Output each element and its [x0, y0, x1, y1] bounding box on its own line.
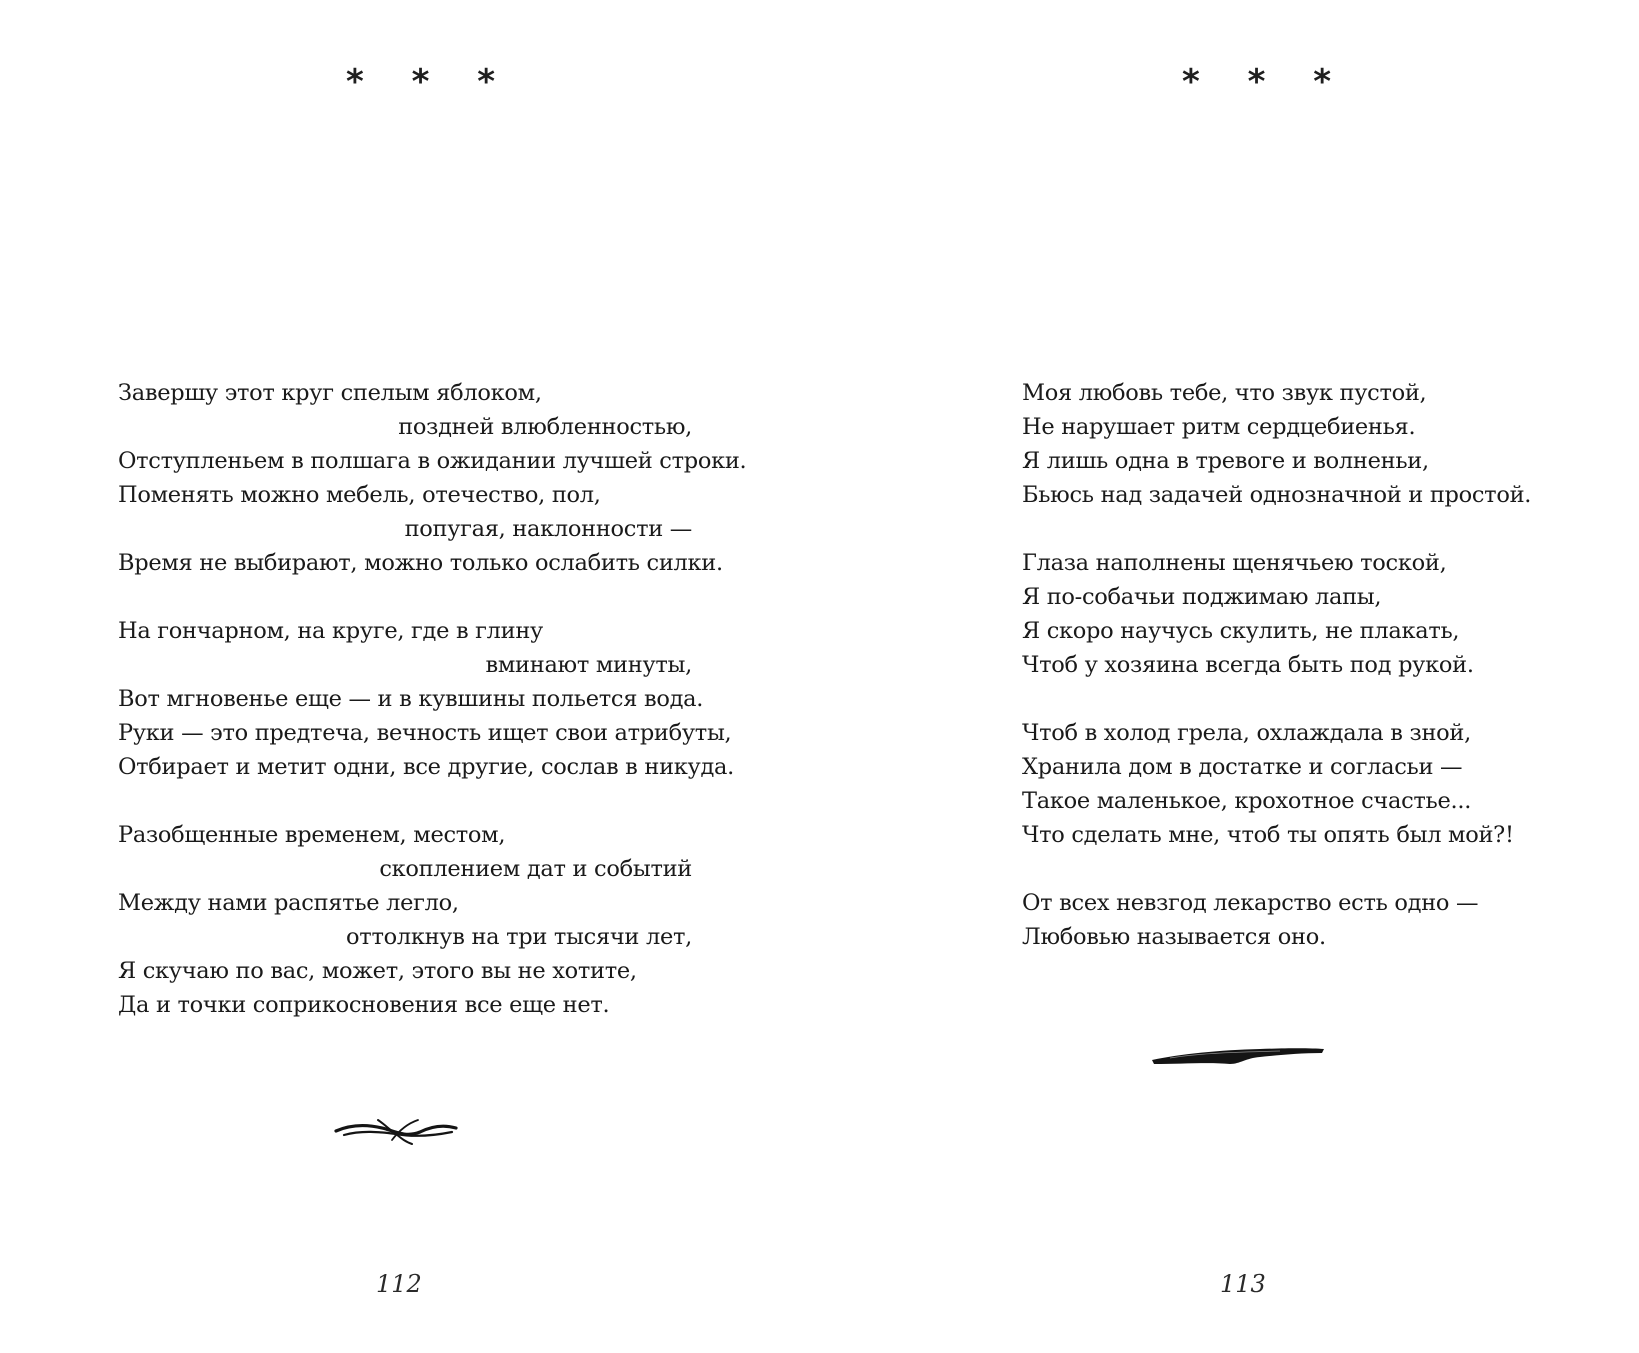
poem-line: На гончарном, на круге, где в глину	[118, 618, 543, 644]
poem-line: Что сделать мне, чтоб ты опять был мой?!	[1022, 822, 1514, 848]
poem-line: вминают минуты,	[485, 652, 692, 678]
poem-line: Время не выбирают, можно только ослабить силки.	[118, 550, 723, 576]
poem-line: Такое маленькое, крохотное счастье...	[1022, 788, 1472, 814]
right-page	[820, 0, 1639, 1353]
poem-line: оттолкнув на три тысячи лет,	[346, 924, 692, 950]
poem-line: поздней влюбленностью,	[398, 414, 692, 440]
poem-line: От всех невзгод лекарство есть одно —	[1022, 890, 1479, 916]
poem-line: Я лишь одна в тревоге и волненьи,	[1022, 448, 1429, 474]
poem-line: Бьюсь над задачей однозначной и простой.	[1022, 482, 1532, 508]
stanza	[118, 376, 747, 580]
stanza	[1022, 886, 1542, 954]
page-number: 112	[376, 1270, 422, 1298]
poem-line: Отступленьем в полшага в ожидании лучшей строки.	[118, 448, 747, 474]
poem-line: Вот мгновенье еще — и в кувшины польется вода.	[118, 686, 704, 712]
poem-line: Завершу этот круг спелым яблоком,	[118, 380, 542, 406]
poem-line: Да и точки соприкосновения все еще нет.	[118, 992, 610, 1018]
flourish-ornament-icon	[334, 1112, 460, 1146]
poem-line: попугая, наклонности —	[404, 516, 692, 542]
poem-line: Не нарушает ритм сердцебиенья.	[1022, 414, 1416, 440]
poem-line: Моя любовь тебе, что звук пустой,	[1022, 380, 1427, 406]
poem-line: Чтоб у хозяина всегда быть под рукой.	[1022, 652, 1474, 678]
poem-line: Чтоб в холод грела, охлаждала в зной,	[1022, 720, 1471, 746]
section-separator: * * *	[1182, 62, 1350, 102]
stanza	[118, 614, 735, 784]
poem-line: скоплением дат и событий	[379, 856, 692, 882]
section-separator: * * *	[346, 62, 514, 102]
poem-line: Руки — это предтеча, вечность ищет свои атрибуты,	[118, 720, 732, 746]
poem-right	[1022, 376, 1542, 954]
page-number: 113	[1220, 1270, 1266, 1298]
poem-line: Между нами распятье легло,	[118, 890, 459, 916]
poem-line: Поменять можно мебель, отечество, пол,	[118, 482, 601, 508]
poem-line: Я скоро научусь скулить, не плакать,	[1022, 618, 1460, 644]
poem-line: Разобщенные временем, местом,	[118, 822, 506, 848]
poem-line: Любовью называется оно.	[1022, 924, 1326, 950]
poem-line: Хранила дом в достатке и согласьи —	[1022, 754, 1463, 780]
poem-left	[118, 376, 747, 1022]
poem-line: Я по-собачьи поджимаю лапы,	[1022, 584, 1382, 610]
poem-line: Глаза наполнены щенячьею тоской,	[1022, 550, 1447, 576]
stanza	[118, 818, 692, 1022]
stanza	[1022, 376, 1542, 512]
stanza	[1022, 546, 1542, 682]
stanza	[1022, 716, 1542, 852]
poem-line: Я скучаю по вас, может, этого вы не хотите,	[118, 958, 637, 984]
brushstroke-ornament-icon	[1150, 1040, 1326, 1070]
poem-line: Отбирает и метит одни, все другие, сослав в никуда.	[118, 754, 735, 780]
